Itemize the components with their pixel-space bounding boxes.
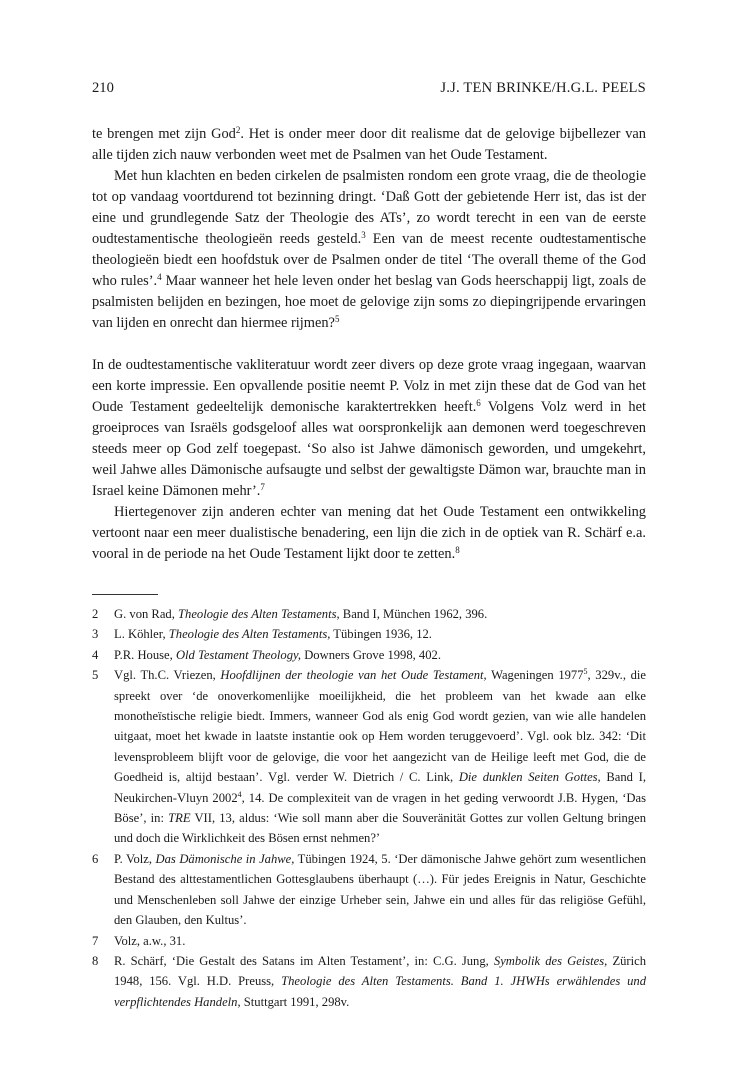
- text-run: Wageningen 1977: [486, 668, 584, 683]
- footnote-number: 3: [92, 627, 99, 642]
- footnote: [92, 665, 646, 849]
- footnote: [92, 849, 646, 931]
- footnote-ref: 3: [361, 230, 366, 240]
- text-run: Tübingen 1924, 5. ‘Der dämonische Jahwe gehört zum wesentlichen Bestand des alttestamentlichen Gottesglaubens überhaupt (…). Für jedes Ereignis in Natur, Geschichte und Menschenleben soll Jahwe der einzige Urheber sein, Jahwe ein und alles für das religiöse Gefühl, den Glauben, den Kultus’.: [114, 851, 646, 928]
- footnote-ref: 4: [157, 272, 162, 282]
- italic-text: Hoofdlijnen der theologie van het Oude Testament,: [220, 668, 487, 683]
- text-run: VII, 13, aldus: ‘Wie soll mann aber die Souveränität Gottes zur vollen Geltung bringen und doch die Wirklichkeit des Bösen ernst nehmen?’: [114, 811, 646, 846]
- italic-text: Theologie des Alten Testaments. Band 1. JHWHs erwählendes und verpflichtendes Handeln: [114, 974, 647, 1009]
- text-run: Downers Grove 1998, 402.: [301, 647, 441, 662]
- text-run: R. Schärf, ‘Die Gestalt des Satans im Alten Testament’, in: C.G. Jung,: [114, 953, 494, 968]
- footnote-number: 7: [92, 933, 99, 948]
- footnote-separator: [92, 594, 158, 595]
- text-run: L. Köhler,: [114, 627, 169, 642]
- italic-text: Theologie des Alten Testaments,: [168, 627, 331, 642]
- footnote-ref: 6: [476, 398, 481, 408]
- footnote-ref: 5: [583, 667, 588, 677]
- footnote-number: 6: [92, 851, 99, 866]
- footnote-ref: 7: [260, 482, 265, 492]
- text-run: Zürich 1948, 156. Vgl. H.D. Preuss,: [114, 953, 647, 989]
- italic-text: Das Dämonische in Jahwe,: [155, 851, 295, 866]
- text-run: P. Volz,: [114, 851, 156, 866]
- text-run: , 329v., die spreekt over ‘de onoverkomenlijke moeilijkheid, die het probleem van het kwade aan elke monotheïstische religie biedt. Immers, wanneer God als enig God wordt gezien, van wie alle handelen uitgaat, moet het kwade in laatste instantie ook op Hem worden teruggevoerd’. Vgl. ook blz. 342: ‘Dit levensprobleem blijft voor de gelovige, die voor het aangezicht van de Heilige leeft met God, die de Goedheid is, altijd bestaan’. Vgl. verder W. Dietrich / C. Link,: [114, 668, 646, 785]
- footnote: [92, 951, 646, 1012]
- footnote-text: [114, 668, 646, 845]
- text-run: Volz, a.w., 31.: [114, 933, 186, 948]
- footnote-ref: 8: [455, 545, 460, 555]
- body-paragraph: [92, 502, 646, 565]
- italic-text: Die dunklen Seiten Gottes,: [458, 770, 601, 785]
- footnote-number: 2: [92, 607, 99, 621]
- body-paragraph: [92, 166, 646, 334]
- text-run: P.R. House,: [114, 647, 176, 662]
- text-run: G. von Rad,: [114, 607, 179, 621]
- footnote-number: 4: [92, 647, 99, 662]
- text-run: te brengen met zijn God: [92, 126, 236, 142]
- page-number: 210: [92, 80, 114, 96]
- footnote-number: 8: [92, 953, 99, 968]
- text-run: Hiertegenover zijn anderen echter van mening dat het Oude Testament een ontwikkeling vertoont naar een meer dualistische benadering, een lijn die zich in de optiek van R. Schärf e.a. vooral in de periode na het Oude Testament lijkt door te zetten.: [92, 504, 646, 562]
- italic-text: Theologie des Alten Testaments,: [178, 607, 340, 621]
- body-paragraph: [92, 355, 646, 502]
- text-run: Volgens Volz werd in het groeiproces van Israëls godsgeloof alles wat oorspronkelijk aan demonen werd toegeschreven steeds meer op God zelf toegepast. ‘So also ist Jahwe dämonisch geworden, und umgekehrt, weil Jahwe alles Dämonische aufsaugte und selbst der gewaltigste Dämon war, brauchte man in Israel keine Dämonen mehr’.: [92, 399, 646, 499]
- text-run: Vgl. Th.C. Vriezen,: [114, 668, 221, 683]
- text-run: In de oudtestamentische vakliteratuur wordt zeer divers op deze grote vraag ingegaan, waarvan een korte impressie. Een opvallende positie neemt P. Volz in met zijn these dat de God van het Oude Testament gedeeltelijk demonische karaktertrekken heeft.: [92, 357, 646, 415]
- text-run: Met hun klachten en beden cirkelen de psalmisten rondom een grote vraag, die de theologie tot op vandaag voortdurend tot bezinning dringt. ‘Daß Gott der gebietende Herr ist, das ist der eine und grundlegende Satz der Theologie des ATs’, zo wordt terecht in een van de eerste oudtestamentische theologieën reeds gesteld.: [92, 168, 646, 247]
- footnote: [92, 604, 646, 624]
- text-run: Band I, München 1962, 396.: [339, 607, 488, 621]
- text-run: Een van de meest recente oudtestamentische theologieën biedt een hoofdstuk over de Psalmen onder de titel ‘The overall theme of the God who rules’.: [92, 231, 646, 289]
- text-run: , Stuttgart 1991, 298v.: [237, 994, 350, 1009]
- text-run: , 14. De complexiteit van de vragen in het geding verwoordt J.B. Hygen, ‘Das Böse’, in:: [114, 790, 646, 826]
- footnote-ref: 5: [334, 314, 340, 324]
- footnote-ref: 4: [237, 789, 242, 799]
- footnote-text: [114, 934, 185, 948]
- footnote-ref: 2: [235, 125, 241, 135]
- italic-text: Symbolik des Geistes,: [493, 953, 608, 968]
- italic-text: TRE: [168, 811, 191, 826]
- footnote: [92, 931, 646, 951]
- page-header: [92, 80, 646, 100]
- footnotes: [92, 604, 646, 1012]
- footnote-text: [114, 607, 487, 621]
- text-run: . Het is onder meer door dit realisme dat de gelovige bijbellezer van alle tijden zich nauw verbonden weet met de Psalmen van het Oude Testament.: [92, 126, 646, 163]
- running-head: J.J. TEN BRINKE/H.G.L. PEELS: [440, 80, 646, 96]
- italic-text: Old Testament Theology,: [175, 647, 302, 662]
- text-run: Maar wanneer het hele leven onder het beslag van Gods heerschappij ligt, zoals de psalmisten belijden en bezingen, hoe moet de gelovige zijn soms zo diepingrijpende ervaringen van lijden en onrecht dan hiermee rijmen?: [92, 273, 646, 331]
- footnote: [92, 624, 646, 644]
- body-paragraph: [92, 124, 646, 166]
- footnote-text: [114, 648, 441, 662]
- text-run: Band I, Neukirchen-Vluyn 2002: [114, 770, 646, 805]
- footnote-text: [114, 627, 432, 641]
- text-run: Tübingen 1936, 12.: [330, 627, 432, 642]
- footnote: [92, 645, 646, 665]
- footnote-text: [114, 954, 646, 1009]
- footnote-text: [114, 852, 646, 927]
- body-text: [92, 124, 646, 565]
- footnote-number: 5: [92, 668, 99, 683]
